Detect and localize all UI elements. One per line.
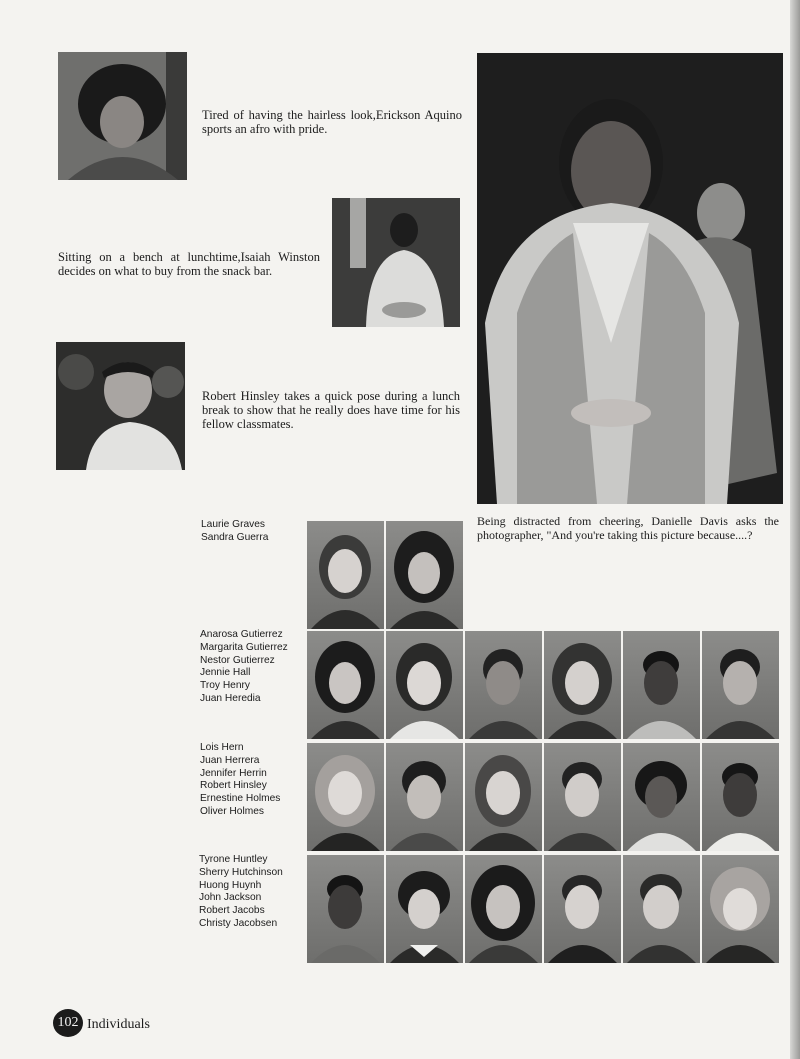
student-name: Tyrone Huntley: [199, 854, 268, 865]
photo-danielle-davis: [477, 53, 783, 504]
portrait-oliver-holmes: [702, 743, 779, 851]
student-name: Jennifer Herrin: [200, 767, 267, 779]
student-name: Sherry Hutchinson: [199, 866, 283, 878]
name-list-row-1: [201, 519, 268, 545]
student-name: Oliver Holmes: [200, 805, 264, 817]
student-name: John Jackson: [199, 892, 262, 904]
portrait-john-jackson: [544, 855, 621, 963]
portrait-huong-huynh: [465, 855, 542, 963]
page-number: 102: [53, 1009, 83, 1037]
name-list-row-3: [200, 742, 280, 819]
photo-erickson-aquino: [58, 52, 187, 180]
student-name: Jennie Hall: [200, 667, 251, 679]
student-name: Anarosa Gutierrez: [200, 629, 283, 640]
student-name: Nestor Gutierrez: [200, 654, 275, 666]
portrait-ernestine-holmes: [623, 743, 700, 851]
portrait-juan-heredia: [702, 631, 779, 739]
student-name: Laurie Graves: [201, 519, 265, 530]
section-label: Individuals: [87, 1017, 150, 1032]
student-name: Robert Jacobs: [199, 905, 265, 917]
caption-erickson-aquino: Tired of having the hairless look,Erickson Aquino sports an afro with pride.: [202, 108, 462, 136]
name-list-row-4: [199, 854, 283, 931]
name-list-row-2: [200, 629, 288, 706]
portrait-jennifer-herrin: [465, 743, 542, 851]
student-name: Huong Huynh: [199, 879, 262, 891]
student-name: Margarita Gutierrez: [200, 641, 288, 653]
caption-danielle-davis: Being distracted from cheering, Danielle Davis asks the photographer, "And you're taking this picture because....?: [477, 514, 779, 542]
portrait-juan-herrera: [386, 743, 463, 851]
portrait-tyrone-huntley: [307, 855, 384, 963]
portrait-jennie-hall: [544, 631, 621, 739]
student-name: Juan Herrera: [200, 754, 260, 766]
photo-robert-hinsley: [56, 342, 185, 470]
portrait-christy-jacobsen: [702, 855, 779, 963]
page-edge-shadow: [790, 0, 800, 1059]
student-name: Christy Jacobsen: [199, 917, 278, 929]
student-name: Sandra Guerra: [201, 531, 269, 543]
portrait-sandra-guerra: [386, 521, 463, 629]
student-name: Lois Hern: [200, 742, 244, 753]
portrait-anarosa-gutierrez: [307, 631, 384, 739]
student-name: Robert Hinsley: [200, 780, 267, 792]
student-name: Juan Heredia: [200, 692, 261, 704]
portrait-laurie-graves: [307, 521, 384, 629]
caption-isaiah-winston: Sitting on a bench at lunchtime,Isaiah Winston decides on what to buy from the snack bar.: [58, 250, 320, 278]
portrait-robert-hinsley: [544, 743, 621, 851]
portrait-nestor-gutierrez: [465, 631, 542, 739]
portrait-lois-hern: [307, 743, 384, 851]
student-name: Troy Henry: [200, 680, 251, 692]
caption-robert-hinsley: Robert Hinsley takes a quick pose during a lunch break to show that he really does have time for his fellow classmates.: [202, 389, 460, 431]
portrait-sherry-hutchinson: [386, 855, 463, 963]
portrait-robert-jacobs: [623, 855, 700, 963]
portrait-margarita-gutierrez: [386, 631, 463, 739]
portrait-troy-henry: [623, 631, 700, 739]
student-name: Ernestine Holmes: [200, 793, 281, 805]
photo-isaiah-winston: [332, 198, 460, 327]
